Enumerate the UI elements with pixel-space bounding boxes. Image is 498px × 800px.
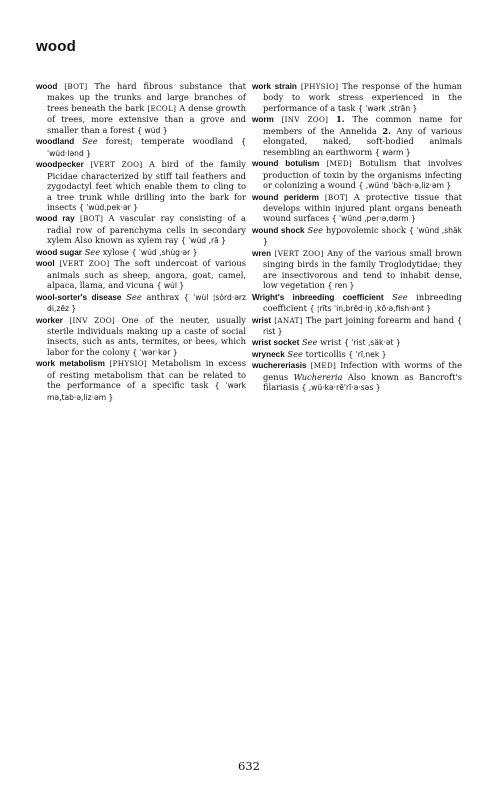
headword: work strain — [252, 82, 297, 91]
headword: worker — [36, 315, 63, 325]
pronunciation: { ˈwünd ,per·ə,dərm } — [331, 214, 416, 224]
dictionary-entry — [252, 349, 462, 360]
entry-text: torticollis — [302, 348, 349, 359]
subject-label: [PHYSIO] — [300, 82, 339, 91]
sense-number: 1. — [335, 114, 345, 125]
entry-text: A bird of the family Picidae characterized by stiff tail feathers and zygodactyl feet which enable them to cling to a tree trunk while drilling into the bark for insects — [47, 159, 246, 212]
entry-text — [74, 136, 82, 146]
subject-label: [VERT ZOO] — [274, 248, 324, 258]
dictionary-entry — [36, 358, 246, 403]
pronunciation: { ˈwərk ,strān } — [358, 103, 418, 113]
subject-label: [PHYSIO] — [109, 359, 148, 369]
pronunciation: { wu̇l } — [156, 281, 185, 291]
subject-label: [VERT ZOO] — [59, 259, 110, 269]
entry-text: xylose — [100, 246, 132, 257]
entry-text: Also known as Bancroft's filariasis — [263, 371, 462, 393]
pronunciation: { ˈrī,nek } — [348, 349, 387, 359]
headword: woodpecker — [36, 160, 84, 170]
entry-text: anthrax — [141, 291, 184, 302]
headword: Wright's inbreeding coefficient — [252, 292, 384, 302]
dictionary-entry — [252, 337, 462, 348]
running-head: wood — [36, 38, 76, 55]
entry-text: A vascular ray consisting of a radial row of parenchyma cells in secondary xylem Also known as xylem ray — [47, 213, 246, 246]
dictionary-entry — [36, 81, 246, 136]
entry-text: Any of the various small brown singing birds in the family Troglodytidae; they are insectivorous and tend to inhabit dense, low vegetation — [263, 247, 462, 291]
dictionary-entry — [36, 258, 246, 291]
headword: wood sugar — [36, 247, 82, 257]
pronunciation: { ren } — [327, 281, 355, 291]
headword: wood — [36, 82, 58, 91]
headword: woodland — [36, 137, 75, 147]
left-column — [36, 81, 246, 403]
dictionary-entry — [252, 292, 462, 315]
italic-text: See — [307, 224, 324, 235]
headword: wuchereriasis — [252, 361, 307, 371]
pronunciation: { ˈwu̇d ,rā } — [180, 236, 226, 246]
pronunciation: { ˈwu̇d ,shu̇g·ər } — [131, 247, 198, 257]
entry-text: A dense growth of trees, more extensive than a grove and smaller than a forest — [47, 102, 246, 135]
dictionary-entry — [36, 213, 246, 246]
subject-label: [BOT] — [79, 214, 104, 224]
dictionary-entry — [252, 225, 462, 248]
headword: work metabolism — [36, 359, 105, 369]
subject-label: [ANAT] — [274, 315, 303, 325]
pronunciation: { ˈwu̇d,pek·ər } — [79, 202, 138, 212]
headword: wool-sorter's disease — [36, 292, 122, 302]
headword: wood ray — [36, 214, 75, 224]
entry-text: forest; temperate woodland — [97, 136, 242, 147]
pronunciation: { wu̇d } — [137, 125, 168, 135]
headword: wrist — [252, 315, 272, 325]
italic-text: See — [84, 246, 101, 257]
dictionary-entry — [252, 315, 462, 338]
entry-text: Metabolism in excess of resting metabolism that can be related to the performance of a specific task — [47, 358, 246, 391]
dictionary-entry — [36, 247, 246, 258]
entry-text: inbreeding coefficient — [263, 291, 462, 314]
dictionary-entry — [36, 136, 246, 159]
pronunciation: { ,wünd ˈbäch·ə,liz·əm } — [358, 181, 452, 191]
entry-text: A protective tissue that develops within injured plant organs beneath wound surfaces — [263, 191, 463, 224]
italic-text: See — [301, 337, 318, 348]
subject-label: [BOT] — [324, 192, 349, 202]
subject-label: [VERT ZOO] — [90, 160, 143, 170]
headword: wool — [36, 259, 55, 269]
italic-text: Wuchereria — [293, 371, 343, 382]
dictionary-entry — [252, 192, 462, 225]
dictionary-entry — [252, 81, 462, 114]
subject-label: [BOT] — [64, 82, 88, 91]
entry-text: The hard fibrous substance that makes up the trunks and large branches of trees beneath the bark — [47, 81, 246, 113]
headword: wren — [252, 248, 272, 258]
dictionary-entry — [36, 315, 246, 359]
dictionary-entry — [252, 158, 462, 191]
dictionary-entry — [36, 159, 246, 213]
page-number: 632 — [238, 759, 260, 773]
entry-text: The part joining forearm and hand — [302, 314, 458, 325]
pronunciation: { ˈwu̇l ¦sȯrd·ərz di,zēz } — [47, 292, 247, 314]
subject-label: [INV ZOO] — [69, 315, 116, 325]
headword: worm — [252, 115, 274, 125]
entry-text: The common name for members of the Annelida — [263, 114, 462, 136]
dictionary-entry — [252, 114, 462, 158]
entry-text: Botulism that involves production of toxin by the organisms infecting or colonizing a wound — [263, 158, 463, 191]
dictionary-entry — [36, 292, 246, 315]
headword: wryneck — [252, 349, 285, 359]
entry-text: Infection with worms of the genus — [263, 360, 462, 382]
entry-text — [274, 114, 282, 124]
headword: wound periderm — [252, 192, 319, 202]
pronunciation: { ¦rīts ˈin,brēd·iŋ ,kō·ə,fish·ənt } — [309, 304, 432, 314]
pronunciation: { rist } — [263, 315, 463, 336]
italic-text: See — [82, 136, 98, 147]
entry-text — [328, 114, 336, 124]
pronunciation: { ˈwərk mə,tab·ə,liz·əm } — [47, 381, 246, 402]
italic-text: See — [287, 348, 303, 359]
subject-label: [ECOL] — [147, 103, 177, 113]
entry-text — [319, 158, 326, 168]
subject-label: [INV ZOO] — [281, 115, 329, 125]
italic-text: See — [392, 291, 408, 302]
pronunciation: { ˈwünd ,shäk } — [263, 225, 463, 247]
dictionary-entry — [252, 360, 462, 393]
headword: wound shock — [252, 225, 305, 235]
pronunciation: { ˈrist ,säk·ət } — [344, 338, 401, 348]
pronunciation: { wərm } — [374, 147, 411, 157]
headword: wound botulism — [252, 159, 320, 169]
subject-label: [MED] — [310, 361, 337, 371]
entry-text — [384, 292, 393, 302]
entry-text: wrist — [317, 337, 345, 348]
entry-text: The soft undercoat of various animals such as sheep, angora, goat, camel, alpaca, llama, and vicuna — [47, 258, 246, 291]
headword: wrist socket — [252, 338, 300, 348]
right-column — [252, 81, 462, 394]
pronunciation: { ˈwər·kər } — [132, 347, 178, 357]
pronunciation: { ,wü·kə·rē'rī·ə·səs } — [301, 383, 381, 393]
pronunciation: { ˈwu̇d·lənd } — [47, 137, 247, 158]
dictionary-entry — [252, 248, 462, 292]
subject-label: [MED] — [326, 159, 353, 169]
entry-text: The response of the human body to work stress experienced in the performance of a task — [263, 81, 462, 113]
sense-number: 2. — [382, 125, 391, 136]
entry-text: Any of various elongated, naked, soft-bodied animals resembling an earthworm — [263, 125, 463, 157]
entry-text: One of the neuter, usually sterile individuals making up a caste of social insects, such as ants, termites, or bees, which labor for the colony — [47, 314, 246, 357]
entry-text: hypovolemic shock — [323, 224, 409, 235]
italic-text: See — [126, 291, 142, 302]
